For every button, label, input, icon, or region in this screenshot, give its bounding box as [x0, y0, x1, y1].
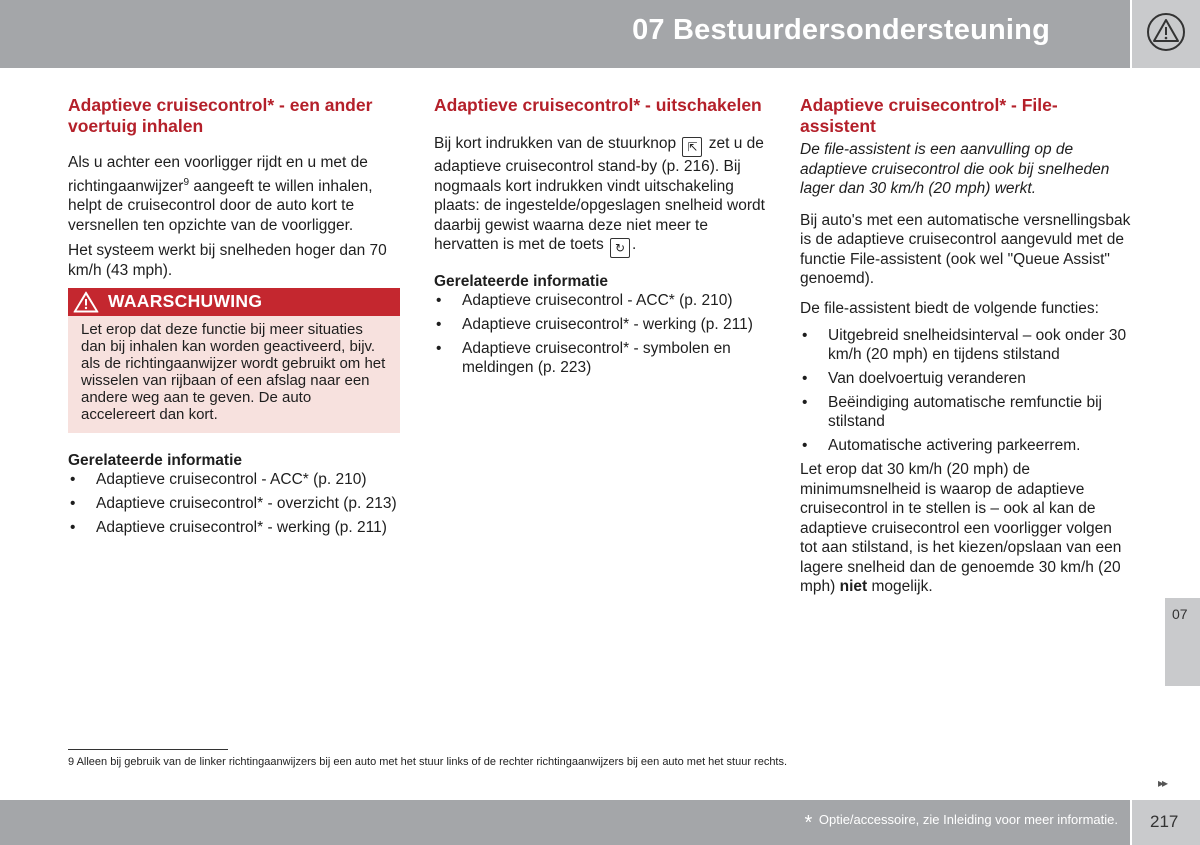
paragraph	[800, 460, 1132, 597]
asterisk: *	[804, 812, 813, 834]
feature-item: • Beëindiging automatische remfunctie bij stilstand	[800, 393, 1132, 431]
chapter-side-tab[interactable]	[1165, 598, 1200, 686]
footer-text: Optie/accessoire, zie Inleiding voor meer informatie.	[815, 812, 1118, 827]
related-link[interactable]: • Adaptieve cruisecontrol* - werking (p. 211)	[434, 315, 766, 334]
paragraph	[68, 153, 400, 235]
footnote-divider	[68, 749, 228, 750]
intro-paragraph: De file-assistent is een aanvulling op de adaptieve cruisecontrol die ook bij snelheden lager dan 30 km/h (20 mph) werkt.	[800, 141, 1110, 197]
section-heading: Adaptieve cruisecontrol* - File-assistent	[800, 95, 1058, 136]
related-heading: Gerelateerde informatie	[434, 273, 609, 290]
page-number: 217	[1150, 812, 1179, 831]
next-page-icon[interactable]: ▸▸	[1158, 776, 1167, 790]
text-run: mogelijk.	[867, 578, 933, 595]
warning-header	[68, 288, 400, 316]
emphasis: niet	[839, 578, 868, 595]
feature-item: • Van doelvoertuig veranderen	[800, 369, 1132, 388]
warning-title: WAARSCHUWING	[108, 291, 263, 312]
header-bar	[0, 0, 1130, 68]
text-run: .	[632, 236, 637, 253]
related-list	[68, 470, 400, 537]
warning-box	[68, 288, 400, 433]
text-run: Let erop dat 30 km/h (20 mph) de minimumsnelheid is waarop de adaptieve cruisecontrol in te stellen is – ook al kan de adaptieve cruisecontrol een voorligger volgen tot aan stilstand, is het kiezen/opslaan van een lagere snelheid dan de genoemde 30 km/h (20 mph)	[800, 461, 1122, 595]
text-run: Als u achter een voorligger rijdt en u met de richtingaanwijzer	[68, 154, 368, 195]
related-list	[434, 291, 766, 377]
side-tab-label: 07	[1172, 606, 1188, 622]
paragraph: Het systeem werkt bij snelheden hoger dan 70 km/h (43 mph).	[68, 242, 387, 279]
warning-text: Let erop dat deze functie bij meer situaties dan bij inhalen kan worden geactiveerd, bijv. als de richtingaanwijzer wordt gebruikt om het wisselen van rijbaan of een afslag naar een andere weg aan te geven. De auto accelereert dan kort.	[81, 321, 386, 424]
column-file-assistent	[800, 95, 1132, 597]
related-link[interactable]: • Adaptieve cruisecontrol* - werking (p. 211)	[68, 518, 400, 537]
chapter-icon-box	[1132, 0, 1200, 68]
text-run: Bij kort indrukken van de stuurknop	[434, 135, 677, 152]
paragraph: De file-assistent biedt de volgende functies:	[800, 299, 1099, 317]
chapter-title: 07 Bestuurdersondersteuning	[632, 14, 1050, 46]
column-inhalen	[68, 95, 400, 542]
related-heading: Gerelateerde informatie	[68, 452, 243, 470]
text-run: zet u de adaptieve cruisecontrol stand-by (p. 216). Bij nogmaals kort indrukken vindt uitschakeling plaats: de ingestelde/opgeslagen snelheid wordt daarbij gewist waarna deze niet meer te hervatten is met de toets	[434, 135, 765, 253]
steering-button-icon: ⇱	[682, 137, 702, 157]
page-number-box	[1132, 800, 1200, 845]
warning-triangle-icon	[72, 290, 100, 314]
footer-note	[804, 812, 1118, 835]
column-uitschakelen	[434, 95, 766, 382]
section-heading: Adaptieve cruisecontrol* - uitschakelen	[434, 95, 762, 115]
related-link[interactable]: • Adaptieve cruisecontrol* - symbolen en meldingen (p. 223)	[434, 339, 766, 377]
paragraph	[434, 134, 766, 258]
feature-list	[800, 326, 1132, 455]
paragraph: Bij auto's met een automatische versnellingsbak is de adaptieve cruisecontrol aangevuld met de functie File-assistent (ook wel "Queue Assist" genoemd).	[800, 211, 1131, 287]
feature-item: • Uitgebreid snelheidsinterval – ook onder 30 km/h (20 mph) en tijdens stilstand	[800, 326, 1132, 364]
footnote: 9 Alleen bij gebruik van de linker richtingaanwijzers bij een auto met het stuur links of de rechter richtingaanwijzers bij een auto met het stuur rechts.	[68, 756, 788, 768]
text-run: aangeeft te willen inhalen, helpt de cruisecontrol door de auto kort te versnellen ten opzichte van de voorligger.	[68, 177, 373, 234]
related-link[interactable]: • Adaptieve cruisecontrol - ACC* (p. 210)	[434, 291, 766, 310]
warning-triangle-icon	[1146, 12, 1186, 52]
footnote-ref[interactable]: 9	[183, 176, 190, 188]
related-link[interactable]: • Adaptieve cruisecontrol* - overzicht (p. 213)	[68, 494, 400, 513]
resume-button-icon: ↻	[610, 238, 630, 258]
related-link[interactable]: • Adaptieve cruisecontrol - ACC* (p. 210)	[68, 470, 400, 489]
section-heading: Adaptieve cruisecontrol* - een ander voertuig inhalen	[68, 95, 373, 136]
feature-item: • Automatische activering parkeerrem.	[800, 436, 1132, 455]
